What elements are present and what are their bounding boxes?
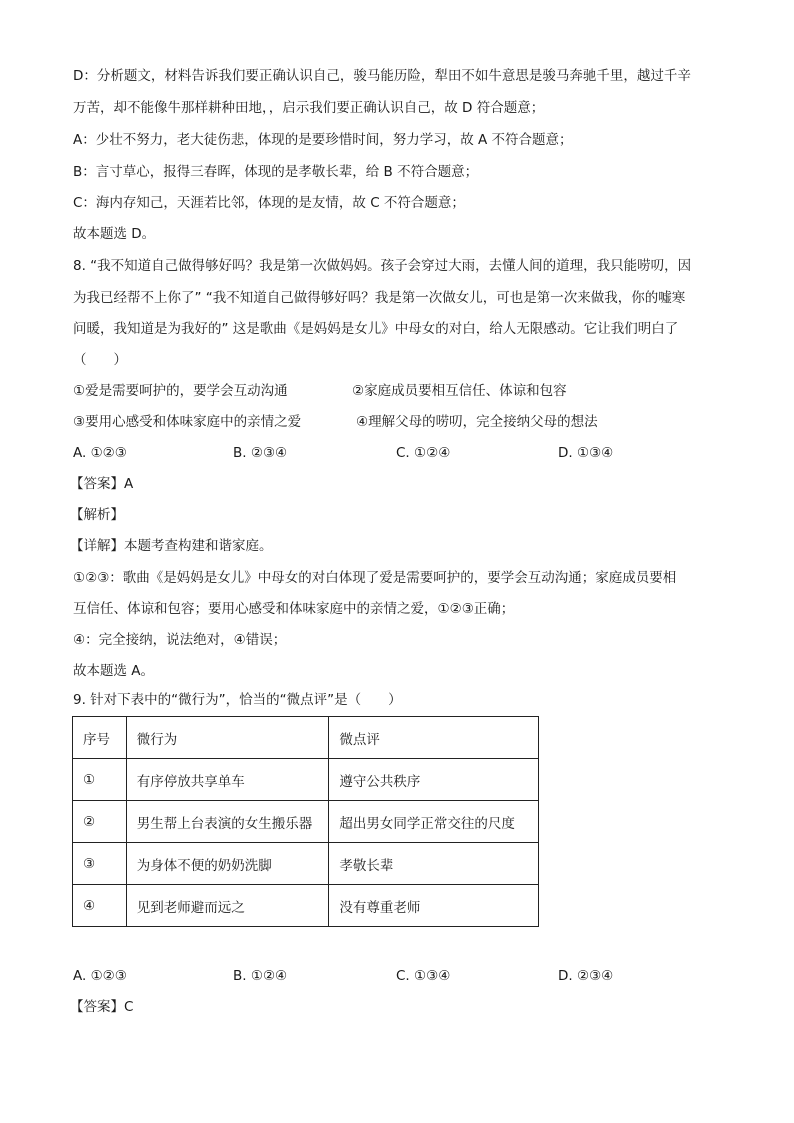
- cell-index: ②: [73, 801, 127, 843]
- q9-table: [72, 716, 539, 927]
- cell-index: ①: [73, 759, 127, 801]
- q9-option-a: A. ①②③: [73, 968, 127, 984]
- cell-behavior: 见到老师避而远之: [126, 885, 329, 927]
- table-row: [73, 843, 539, 885]
- header-comment: 微点评: [329, 717, 539, 759]
- header-index: 序号: [73, 717, 127, 759]
- q8-statement-4: ④理解父母的唠叨，完全接纳父母的想法: [356, 414, 598, 430]
- q8-analysis-label: 【解析】: [70, 507, 124, 523]
- q9-answer: 【答案】C: [70, 999, 134, 1015]
- q7-explanation-a: A：少壮不努力，老大徒伤悲，体现的是要珍惜时间，努力学习，故 A 不符合题意；: [73, 132, 573, 148]
- q8-explanation-line3: ④：完全接纳，说法绝对，④错误；: [73, 632, 287, 648]
- q8-stem-bracket: （ ）: [73, 352, 127, 368]
- q7-conclusion: 故本题选 D。: [73, 226, 156, 242]
- table-header-row: [73, 717, 539, 759]
- header-behavior: 微行为: [126, 717, 329, 759]
- q9-option-d: D. ②③④: [558, 968, 614, 984]
- cell-index: ④: [73, 885, 127, 927]
- q8-explanation-line2: 互信任、体谅和包容；要用心感受和体味家庭中的亲情之爱，①②③正确；: [73, 601, 515, 617]
- q7-explanation-d-line1: D：分析题文，材料告诉我们要正确认识自己，骏马能历险，犁田不如牛意思是骏马奔驰千里，越过千辛: [73, 68, 691, 84]
- cell-comment: 超出男女同学正常交往的尺度: [329, 801, 539, 843]
- q8-stem-line1: 8. “我不知道自己做得够好吗？我是第一次做妈妈。孩子会穿过大雨，去懂人间的道理，我只能唠叨，因: [73, 258, 692, 274]
- q9-option-c: C. ①③④: [396, 968, 451, 984]
- q8-option-d: D. ①③④: [558, 445, 614, 461]
- q8-answer: 【答案】A: [70, 476, 134, 492]
- q8-conclusion: 故本题选 A。: [73, 663, 155, 679]
- table-row: [73, 759, 539, 801]
- table-row: [73, 801, 539, 843]
- q8-detail: 【详解】本题考查构建和谐家庭。: [70, 538, 273, 554]
- q8-option-b: B. ②③④: [233, 445, 288, 461]
- q8-option-c: C. ①②④: [396, 445, 451, 461]
- cell-behavior: 为身体不便的奶奶洗脚: [126, 843, 329, 885]
- q8-statement-3: ③要用心感受和体味家庭中的亲情之爱: [73, 414, 302, 430]
- q8-explanation-line1: ①②③：歌曲《是妈妈是女儿》中母女的对白体现了爱是需要呵护的，要学会互动沟通；家庭成员要相: [73, 570, 677, 586]
- q8-stem-line2: 为我已经帮不上你了” “我不知道自己做得够好吗？我是第一次做女儿，可也是第一次来做我，你的嘘寒: [73, 290, 686, 306]
- cell-comment: 没有尊重老师: [329, 885, 539, 927]
- q9-option-b: B. ①②④: [233, 968, 288, 984]
- q9-stem: 9. 针对下表中的“微行为”，恰当的“微点评”是（ ）: [73, 692, 402, 708]
- q7-explanation-b: B：言寸草心，报得三春晖，体现的是孝敬长辈，给 B 不符合题意；: [73, 164, 479, 180]
- cell-behavior: 男生帮上台表演的女生搬乐器: [126, 801, 329, 843]
- cell-comment: 遵守公共秩序: [329, 759, 539, 801]
- q8-stem-line3: 问暖，我知道是为我好的” 这是歌曲《是妈妈是女儿》中母女的对白，给人无限感动。它让我们明白了: [73, 321, 679, 337]
- q7-explanation-d-line2: 万苦，却不能像牛那样耕种田地，，启示我们要正确认识自己，故 D 符合题意；: [73, 100, 545, 116]
- q8-option-a: A. ①②③: [73, 445, 127, 461]
- q8-statement-2: ②家庭成员要相互信任、体谅和包容: [352, 383, 567, 399]
- cell-comment: 孝敬长辈: [329, 843, 539, 885]
- table-row: [73, 885, 539, 927]
- cell-index: ③: [73, 843, 127, 885]
- cell-behavior: 有序停放共享单车: [126, 759, 329, 801]
- q7-explanation-c: C：海内存知己，天涯若比邻，体现的是友情，故 C 不符合题意；: [73, 195, 465, 211]
- q8-statement-1: ①爱是需要呵护的，要学会互动沟通: [73, 383, 288, 399]
